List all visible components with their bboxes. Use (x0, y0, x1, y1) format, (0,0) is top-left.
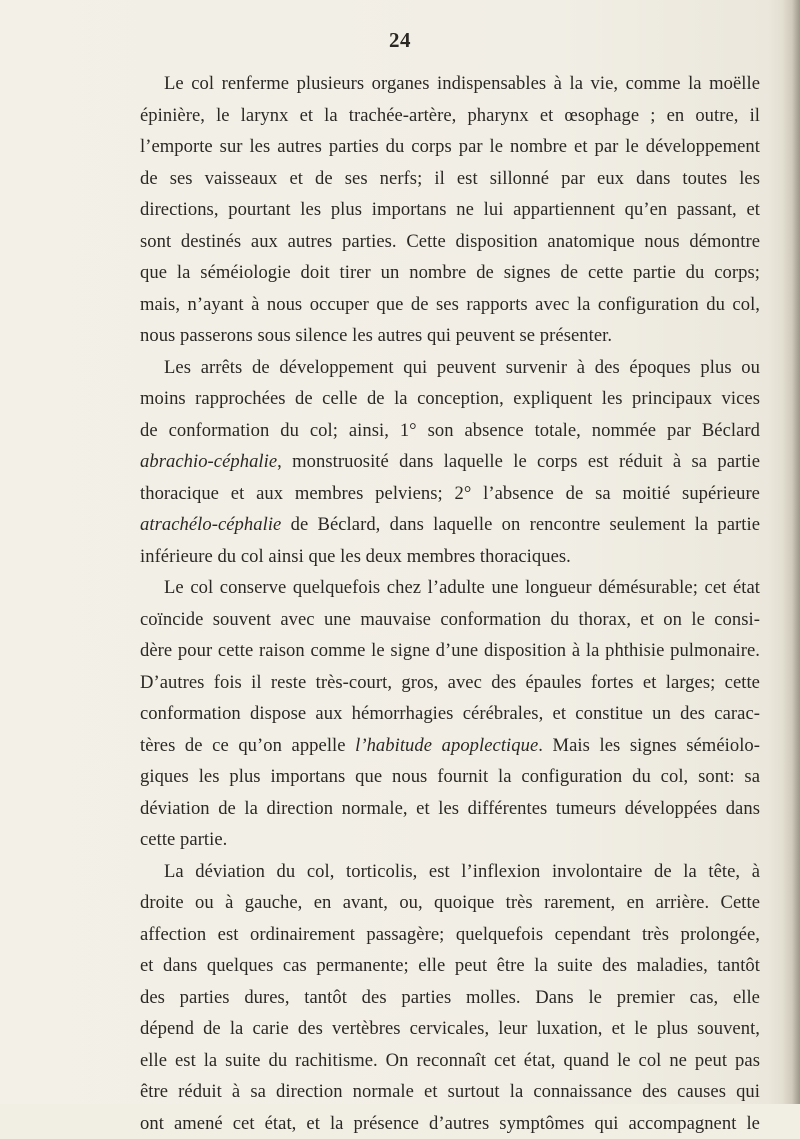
page-edge-shadow (782, 0, 800, 1104)
term-abrachio-cephalie: abrachio-céphalie (140, 451, 277, 472)
text-line: sont destinés aux autres parties. Cette disposition anatomique nous démontre (140, 226, 760, 258)
text-line: affection est ordinairement passagère; quelquefois cependant très prolongée, (140, 919, 760, 951)
text-line: des parties dures, tantôt des parties molles. Dans le premier cas, elle (140, 982, 760, 1014)
text-line: elle est la suite du rachitisme. On reconnaît cet état, quand le col ne peut pas (140, 1045, 760, 1077)
text-line-mixed (140, 730, 760, 762)
text-line: de ses vaisseaux et de ses nerfs; il est sillonné par eux dans toutes les (140, 163, 760, 195)
text-line: épinière, le larynx et la trachée-artère, pharynx et œsophage ; en outre, il (140, 100, 760, 132)
text-line: dépend de la carie des vertèbres cervicales, leur luxation, et le plus souvent, (140, 1013, 760, 1045)
text-line: et dans quelques cas permanente; elle peut être la suite des maladies, tantôt (140, 950, 760, 982)
text-line: dère pour cette raison comme le signe d’une disposition à la phthisie pulmonaire. (140, 635, 760, 667)
text-line: que la séméiologie doit tirer un nombre de signes de cette partie du corps; (140, 257, 760, 289)
text-line: nous passerons sous silence les autres qui peuvent se présenter. (140, 320, 760, 352)
text-line: thoracique et aux membres pelviens; 2° l’absence de sa moitié supérieure (140, 478, 760, 510)
term-atrachelo-cephalie: atrachélo-céphalie (140, 514, 281, 535)
text-line: giques les plus importans que nous fournit la configuration du col, sont: sa (140, 761, 760, 793)
text-line: Le col conserve quelquefois chez l’adulte une longueur démésurable; cet état (140, 572, 760, 604)
text-line: inférieure du col ainsi que les deux membres thoraciques. (140, 541, 760, 573)
text-line: coïncide souvent avec une mauvaise conformation du thorax, et on le consi- (140, 604, 760, 636)
text-line: La déviation du col, torticolis, est l’inflexion involontaire de la tête, à (140, 856, 760, 888)
text-line: cette partie. (140, 824, 760, 856)
text-line: être réduit à sa direction normale et surtout la connaissance des causes qui (140, 1076, 760, 1108)
text-fragment: . Mais les signes séméiolo- (538, 735, 760, 756)
text-line: D’autres fois il reste très-court, gros, avec des épaules fortes et larges; cette (140, 667, 760, 699)
text-line: Le col renferme plusieurs organes indispensables à la vie, comme la moëlle (140, 68, 760, 100)
text-line: droite ou à gauche, en avant, ou, quoique très rarement, en arrière. Cette (140, 887, 760, 919)
body-text (140, 68, 760, 1139)
text-line: directions, pourtant les plus importans ne lui appartiennent qu’en passant, et (140, 194, 760, 226)
text-line: mais, n’ayant à nous occuper que de ses rapports avec la configuration du col, (140, 289, 760, 321)
text-line: déviation de la direction normale, et les différentes tumeurs développées dans (140, 793, 760, 825)
page-number: 24 (0, 28, 800, 53)
text-fragment: , monstruosité dans laquelle le corps est réduit à sa partie (277, 451, 760, 472)
term-habitude-apoplectique: l’habitude apoplectique (355, 735, 538, 756)
text-fragment: tères de ce qu’on appelle (140, 735, 355, 756)
text-line: l’emporte sur les autres parties du corps par le nombre et par le développement (140, 131, 760, 163)
text-line: moins rapprochées de celle de la conception, expliquent les principaux vices (140, 383, 760, 415)
text-line: de conformation du col; ainsi, 1° son absence totale, nommée par Béclard (140, 415, 760, 447)
text-line-mixed (140, 446, 760, 478)
text-line: ont amené cet état, et la présence d’autres symptômes qui accompagnent le (140, 1108, 760, 1139)
text-line: conformation dispose aux hémorrhagies cérébrales, et constitue un des carac- (140, 698, 760, 730)
text-line: Les arrêts de développement qui peuvent survenir à des époques plus ou (140, 352, 760, 384)
text-line-mixed (140, 509, 760, 541)
text-fragment: de Béclard, dans laquelle on rencontre seulement la partie (281, 514, 760, 535)
